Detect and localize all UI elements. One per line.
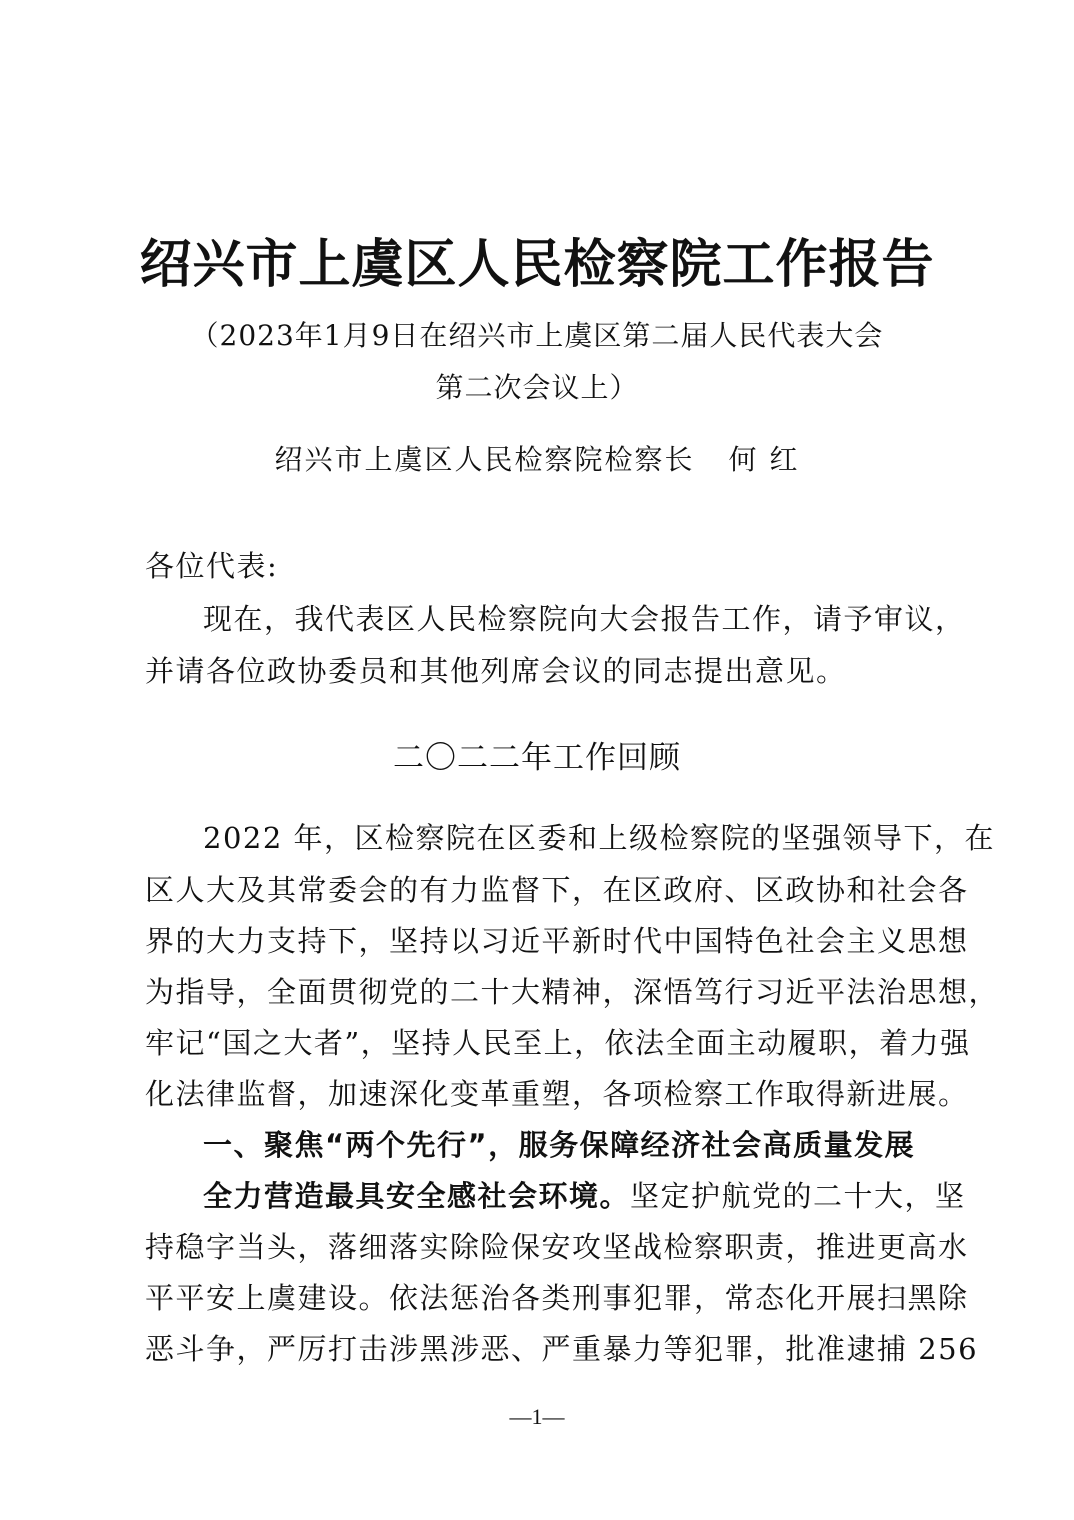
intro-line: 并请各位政协委员和其他列席会议的同志提出意见。 bbox=[145, 654, 847, 688]
review-line: 化法律监督，加速深化变革重塑，各项检察工作取得新进展。 bbox=[145, 1077, 969, 1111]
author-line bbox=[0, 438, 1074, 478]
part-one-heading: 一、聚焦“两个先行”，服务保障经济社会高质量发展 bbox=[203, 1128, 916, 1162]
review-line: 区人大及其常委会的有力监督下，在区政府、区政协和社会各 bbox=[145, 873, 969, 907]
paragraph-text: 坚定护航党的二十大，坚 bbox=[630, 1179, 966, 1213]
intro-line: 现在，我代表区人民检察院向大会报告工作，请予审议， bbox=[203, 602, 966, 636]
paragraph-line: 平平安上虞建设。依法惩治各类刑事犯罪，常态化开展扫黑除 bbox=[145, 1281, 969, 1315]
paragraph-lead: 全力营造最具安全感社会环境。 bbox=[203, 1179, 631, 1213]
author-organization: 绍兴市上虞区人民检察院检察长 bbox=[274, 443, 695, 476]
page-number: —1— bbox=[509, 1404, 565, 1429]
report-title: 绍兴市上虞区人民检察院工作报告 bbox=[139, 234, 935, 295]
review-line: 2022 年，区检察院在区委和上级检察院的坚强领导下，在 bbox=[203, 821, 996, 855]
section-heading: 二〇二二年工作回顾 bbox=[393, 740, 681, 776]
review-line: 为指导，全面贯彻党的二十大精神，深悟笃行习近平法治思想， bbox=[145, 975, 1000, 1009]
author-name: 何 红 bbox=[728, 443, 800, 476]
paragraph-line: 持稳字当头，落细落实除险保安攻坚战检察职责，推进更高水 bbox=[145, 1230, 969, 1264]
subtitle-line-2: 第二次会议上） bbox=[435, 371, 639, 404]
salutation: 各位代表: bbox=[145, 549, 279, 583]
review-line: 牢记“国之大者”，坚持人民至上，依法全面主动履职，着力强 bbox=[145, 1026, 971, 1060]
paragraph-line: 恶斗争，严厉打击涉黑涉恶、严重暴力等犯罪，批准逮捕 256 bbox=[145, 1332, 979, 1366]
subtitle-line-1: （2023年1月9日在绍兴市上虞区第二届人民代表大会 bbox=[190, 319, 884, 352]
paragraph-line bbox=[145, 1178, 966, 1214]
review-line: 界的大力支持下，坚持以习近平新时代中国特色社会主义思想 bbox=[145, 924, 969, 958]
